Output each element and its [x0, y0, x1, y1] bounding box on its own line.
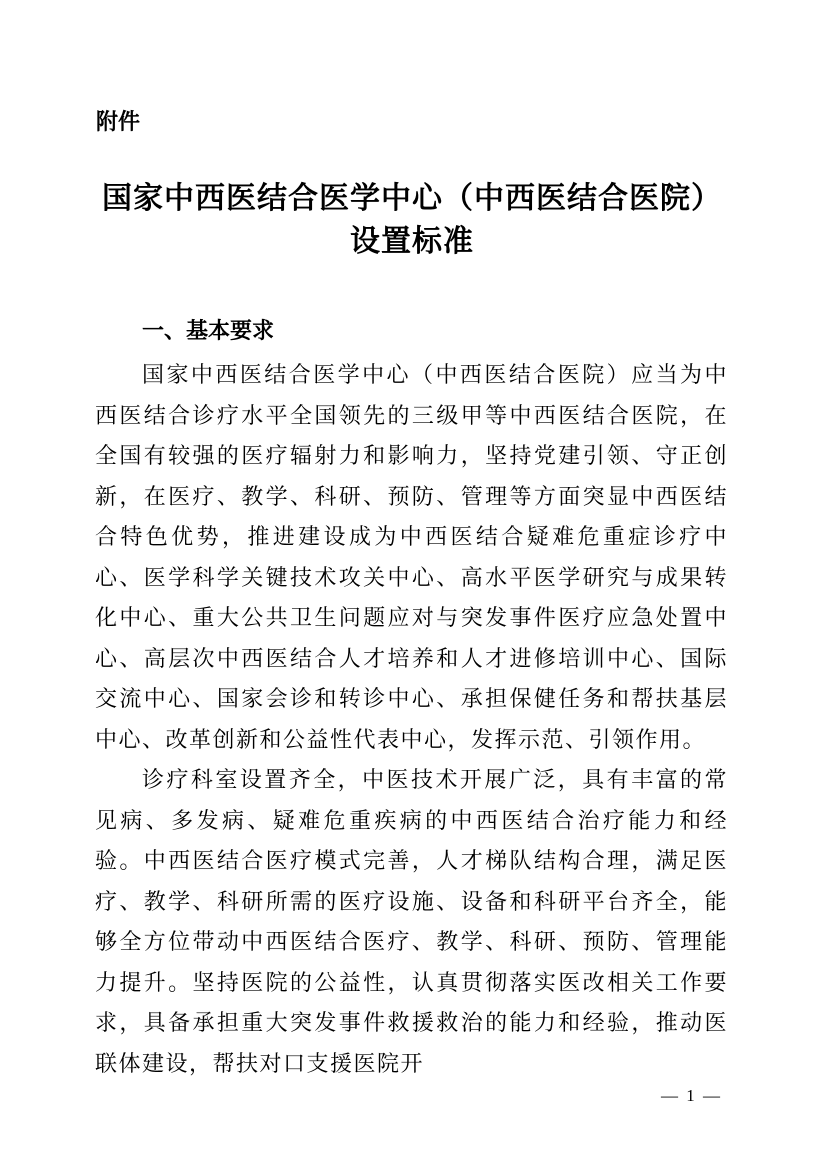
document-title-line-2: 设置标准: [350, 225, 474, 258]
paragraph-2: 诊疗科室设置齐全，中医技术开展广泛，具有丰富的常见病、多发病、疑难危重疾病的中西医结合治疗能力和经验。中西医结合医疗模式完善，人才梯队结构合理，满足医疗、教学、科研所需的医疗设施、设备和科研平台齐全，能够全方位带动中西医结合医疗、教学、科研、预防、管理能力提升。坚持医院的公益性，认真贯彻落实医改相关工作要求，具备承担重大突发事件救援救治的能力和经验，推动医联体建设，帮扶对口支援医院开: [95, 767, 728, 1076]
attachment-label: 附件: [96, 109, 141, 134]
document-body: [95, 355, 728, 1084]
page-number: — 1 —: [661, 1086, 722, 1105]
document-title: [0, 177, 824, 263]
document-title-line-1: 国家中西医结合医学中心（中西医结合医院）: [102, 182, 722, 215]
section-heading-basic-requirements: 一、基本要求: [142, 318, 275, 343]
paragraph-1: 国家中西医结合医学中心（中西医结合医院）应当为中西医结合诊疗水平全国领先的三级甲等中西医结合医院，在全国有较强的医疗辐射力和影响力，坚持党建引领、守正创新，在医疗、教学、科研、预防、管理等方面突显中西医结合特色优势，推进建设成为中西医结合疑难危重症诊疗中心、医学科学关键技术攻关中心、高水平医学研究与成果转化中心、重大公共卫生问题应对与突发事件医疗应急处置中心、高层次中西医结合人才培养和人才进修培训中心、国际交流中心、国家会诊和转诊中心、承担保健任务和帮扶基层中心、改革创新和公益性代表中心，发挥示范、引领作用。: [95, 362, 728, 752]
